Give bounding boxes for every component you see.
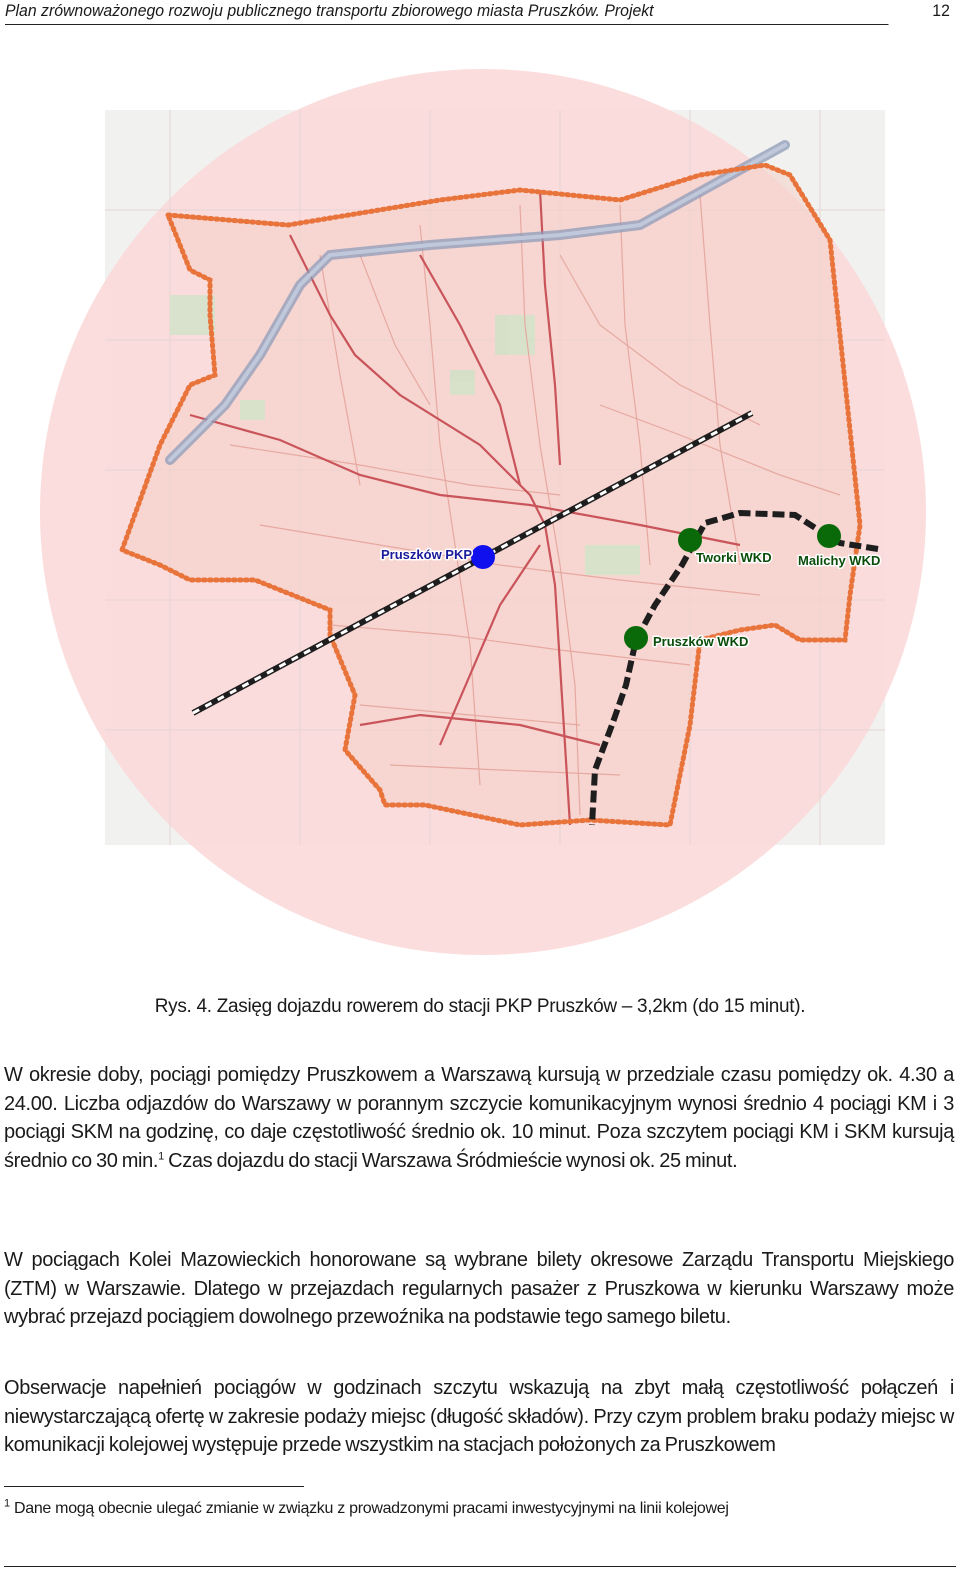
paragraph-ztm-tickets: W pociągach Kolei Mazowieckich honorowane są wybrane bilety okresowe Zarządu Transportu Miejskiego (ZTM) w Warszawie. Dlatego w przejazdach regularnych pasażer z Pruszkowa w kierunku Warszawy może wybrać przejazd pociągiem dowolnego przewoźnika na podstawie tego samego biletu. (4, 1249, 954, 1329)
footnote: $^1$ Dane mogą obecnie ulegać zmianie w związku z prowadzonymi pracami inwestycyjnymi na linii kolejowej (4, 1497, 729, 1517)
footnote-number: 1 (4, 1497, 10, 1510)
malichy-station-marker (817, 524, 841, 548)
footnote-separator (4, 1486, 304, 1487)
pruszkow-wkd-station-label: Pruszków WKD (653, 634, 749, 649)
pkp-station-marker (471, 545, 495, 569)
pruszkow-wkd-station-marker (624, 626, 648, 650)
malichy-station-label: Malichy WKD (798, 553, 881, 568)
map-svg (0, 25, 960, 985)
tworki-station-marker (678, 528, 702, 552)
page-number: 12 (932, 1, 950, 20)
figure-caption: Rys. 4. Zasięg dojazdu rowerem do stacji PKP Pruszków – 3,2km (do 15 minut). (154, 996, 806, 1017)
bicycle-range-map (0, 25, 960, 985)
paragraph-train-schedule: W okresie doby, pociągi pomiędzy Pruszkowem a Warszawą kursują w przedziale czasu pomiędzy ok. 4.30 a 24.00. Liczba odjazdów do Warszawy w porannym szczycie komunikacyjnym wynosi średnio 4 pociągi KM i 3 pociągi SKM na godzinę, co daje częstotliwość średnio ok. 10 minut. Poza szczytem pociągi KM i SKM kursują średnio co 30 min.$^1$ Czas dojazdu do stacji Warszawa Śródmieście wynosi ok. 25 minut. (4, 1064, 954, 1173)
pkp-station-label: Pruszków PKP (381, 547, 473, 562)
footnote-reference[interactable]: 1 (158, 1150, 164, 1163)
paragraph-train-capacity: Obserwacje napełnień pociągów w godzinach szczytu wskazują na zbyt małą częstotliwość połączeń i niewystarczającą ofertę w zakresie podaży miejsc (długość składów). Przy czym problem braku podaży miejsc w komunikacji kolejowej występuje przede wszystkim na stacjach położonych za Pruszkowem (4, 1377, 954, 1457)
page-header (5, 0, 950, 25)
document-title: Plan zrównoważonego rozwoju publicznego transportu zbiorowego miasta Pruszków. Projekt (5, 1, 654, 20)
tworki-station-label: Tworki WKD (696, 550, 772, 565)
page-bottom-rule (4, 1566, 956, 1567)
